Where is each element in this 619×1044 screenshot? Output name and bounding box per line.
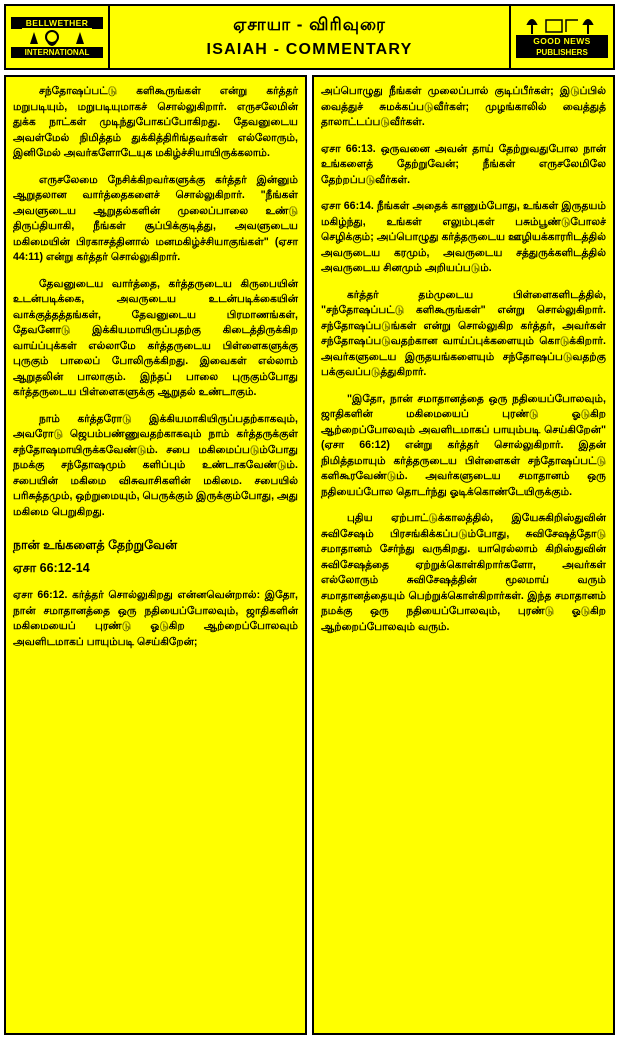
page-header — [4, 4, 615, 70]
paragraph: சந்தோஷப்பட்டு களிகூருங்கள் என்று கர்த்தர் மறுபடியும், மறுபடியுமாகச் சொல்லுகிறார். எருசலேமின் துக்க நாட்கள் முடிந்துபோகப்போகிறது. தேவனுடைய அவள்மேல் நிமித்தம் துக்கித்திரிங்தவர்கள் எல்லோரும், இனிமேல் அவர்களோடேயுக மகிழ்ச்சியாயிருக்கலாம். — [13, 85, 298, 159]
title-tamil: ஏசாயா - விரிவுரை — [233, 15, 386, 34]
paragraph: எருசலேமை நேசிக்கிறவர்களுக்கு கர்த்தர் இன்னும் ஆறுதலான வார்த்தைகளைச் சொல்லுகிறார். "நீங்கள் அவளுடைய ஆறுதல்களின் முலைப்பாலை உண்டு திருப்தியாகி, நீங்கள் சூப்பிக்குடித்து, அவளுடைய மகிமையின் பிரகாசத்தினால் மனமகிழ்ச்சியாகுங்கள்" (ஏசா 44:11) என்று கர்த்தர் சொல்லுகிறார். — [13, 173, 298, 263]
paragraph: கர்த்தர் தம்முடைய பிள்ளைகளிடத்தில், "சந்தோஷப்பட்டு களிகூருங்கள்" என்று சொல்லுகிறார். சந்தோஷப்படுங்கள் என்று சொல்லுகிற கர்த்தர், அவர்கள் சந்தோஷப்படுவதற்கான வாய்ப்புக்களையும் கொடுக்கிறார். அவர்களுடைய இருதயங்களையும் சந்தோஷப்படுவதற்கு பக்குவப்படுத்துகிறார். — [321, 288, 606, 378]
section-heading: நான் உங்களைத் தேற்றுவேன் — [13, 538, 178, 552]
title-english: ISAIAH - COMMENTARY — [206, 41, 413, 58]
paragraph: புதிய ஏற்பாட்டுக்காலத்தில், இயேசுகிறிஸ்துவின் சுவிசேஷம் பிரசங்கிக்கப்படும்போது, சுவிசேஷத்தோடு சமாதானம் சேர்ந்து வருகிறது. யாரெல்லாம் கிறிஸ்துவின் சுவிசேஷத்தை ஏற்றுக்கொள்கிறார்களோ, அவர்கள் எல்லோரும் சுவிசேஷத்தின் மூலமாய் வரும் சமாதானத்தையும் பெற்றுக்கொள்கிறார்கள். இந்த சமாதானம் நமக்கு ஒரு நதியைப்போலவும், புரண்டு ஓடுகிற ஆற்றைப்போலவும் வரும். — [321, 512, 606, 633]
bellwether-international-logo — [6, 6, 110, 68]
bellwether-logo-top-band: BELLWETHER — [11, 17, 103, 29]
good-news-logo-emblem — [516, 17, 608, 35]
verse-paragraph: ஏசா 66:13. ஒருவனை அவன் தாய் தேற்றுவதுபோல நான் உங்களைத் தேற்றுவேன்; நீங்கள் எருசலேமிலே தேற்றப்படுவீர்கள். — [321, 142, 606, 186]
bellwether-logo-bottom-band: INTERNATIONAL — [11, 47, 103, 58]
paragraph: தேவனுடைய வார்த்தை, கர்த்தருடைய கிருபையின் உடன்படிக்கை, அவருடைய உடன்படிக்கையின் வாக்குத்தத்தங்கள், தேவனுடைய பிரமாணங்கள், தேவனோடு இக்கியமாயிருப்பதற்கு கிடைத்திருக்கிற வாய்ப்புக்கள் எல்லாமே கர்த்தருடைய பிள்ளைகளுக்கு புருகும் பாலைப் போலிருக்கிறது. இவைகள் எல்லாம் ஆறுதலின் பாலாகும். இந்தப் பாலை புருகும்போது கர்த்தருடைய பிள்ளைகளுக்கு ஆறுதல் உண்டாகும். — [13, 277, 298, 398]
verse-paragraph: ஏசா 66:12. கர்த்தர் சொல்லுகிறது என்னவென்றால்: இதோ, நான் சமாதானத்தை ஒரு நதியைப்போலவும், ஜாதிகளின் மகிமையைப் புரண்டு ஓடுகிற ஆற்றைப்போலவும் அவளிடமாகப் பாயும்படி செய்கிறேன்; — [13, 589, 298, 648]
good-news-logo-top-band: GOOD NEWS — [516, 35, 608, 47]
paragraph: நாம் கர்த்தரோடு இக்கியமாகியிருப்பதற்காகவும், அவரோடு ஜெபம்பண்ணுவதற்காகவும் நாம் கர்த்தருக்குள் சந்தோஷமாயிருக்கவேண்டும். சபை மகிமைப்படும்போது நமக்கு சந்தோஷமும் களிப்பும் உண்டாகவேண்டும். சபையின் மகிமை விசுவாசிகளின் மகிமை. சபையில் பரிசுத்தமும், ஒற்றுமையும், பெருக்கும் இருக்கும்போது, அது மகிமை பெறுகிறது. — [13, 412, 298, 518]
section-heading-reference: ஏசா 66:12-14 — [13, 561, 90, 575]
verse-paragraph: அப்பொழுது நீங்கள் முலைப்பால் குடிப்பீர்கள்; இடுப்பில் வைத்துச் சுமக்கப்படுவீர்கள்; முழங்காலில் வைத்துத் தாலாட்டப்படுவீர்கள். — [321, 85, 606, 128]
ram-emblem-icon — [22, 28, 92, 48]
verse-paragraph: ஏசா 66:14. நீங்கள் அதைக் காணும்போது, உங்கள் இருதயம் மகிழ்ந்து, உங்கள் எலும்புகள் பசும்பூண்டுபோலச் செழிக்கும்; அப்பொழுது கர்த்தருடைய ஊழியக்காரரிடத்தில் அவருடைய கரமும், அவருடைய சத்துருக்களிடத்தில் அவருடைய சினமும் அறியப்படும். — [321, 200, 606, 274]
good-news-logo-bottom-band: PUBLISHERS — [516, 47, 608, 58]
commentary-columns — [4, 75, 615, 1035]
column-left — [4, 75, 307, 1035]
page-title — [110, 6, 509, 68]
column-right — [312, 75, 615, 1035]
paragraph: "இதோ, நான் சமாதானத்தை ஒரு நதியைப்போலவும், ஜாதிகளின் மகிமையைப் புரண்டு ஓடுகிற ஆற்றைப்போலவும் அவளிடமாகப் பாயும்படி செய்கிறேன்" (ஏசா 66:12) என்று கர்த்தர் சொல்லுகிறார். இதன் நிமித்தமாயும் கர்த்தருடைய பிள்ளைகள் சந்தோஷப்பட்டு களிகூரவேண்டும். அவர்களுடைய சமாதானம் ஒரு நதியைப்போல தொடர்ந்து ஓடிக்கொண்டேயிருக்கும். — [321, 392, 606, 498]
bellwether-logo-emblem — [11, 29, 103, 47]
good-news-publishers-logo — [509, 6, 613, 68]
torch-emblem-icon — [522, 17, 602, 35]
